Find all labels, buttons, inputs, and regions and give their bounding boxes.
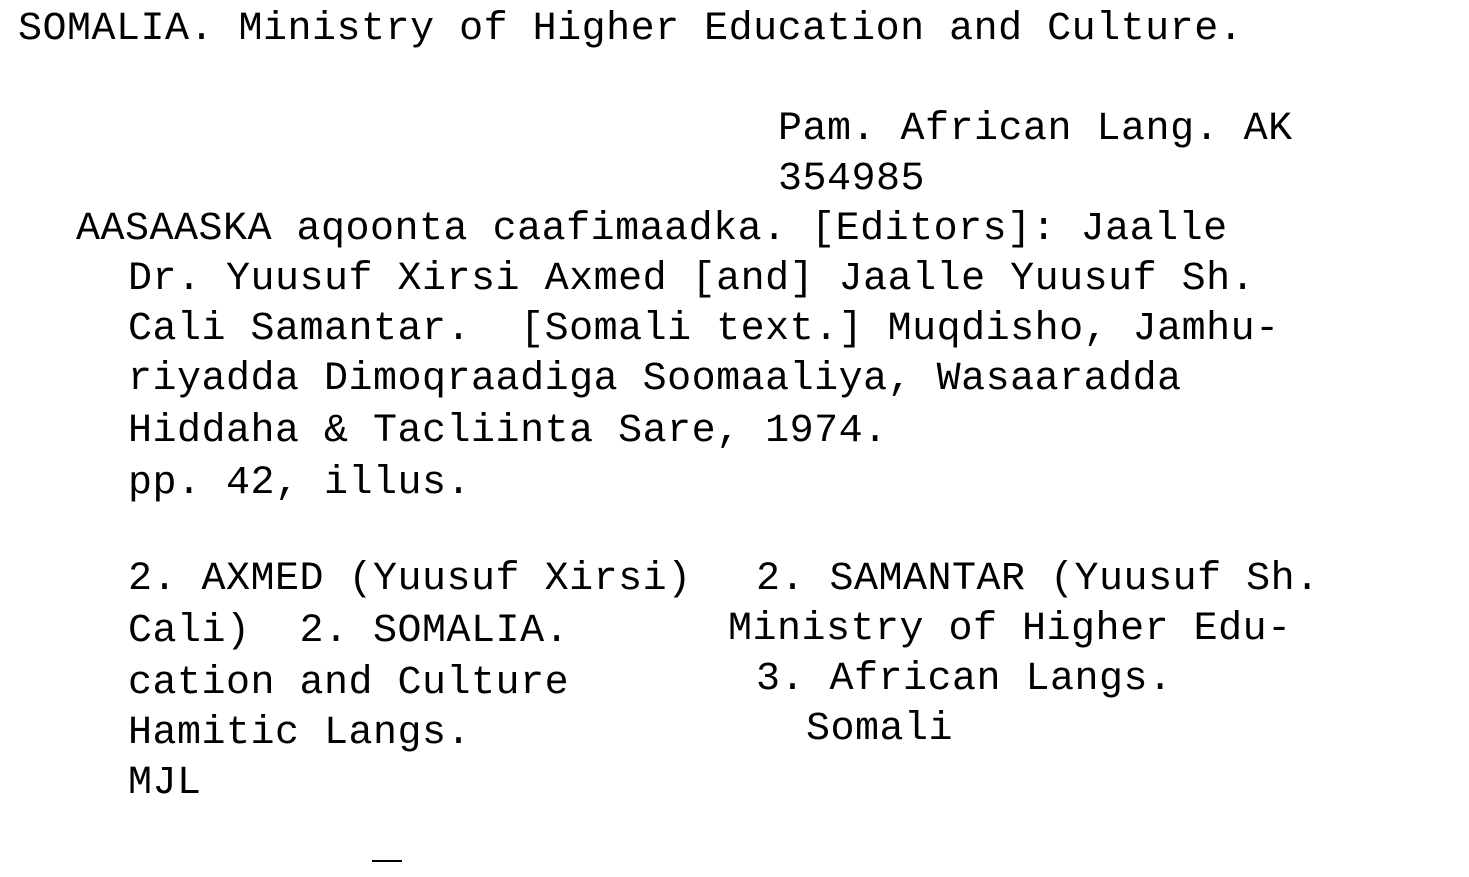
tracing-left-line-1: 2. AXMED (Yuusuf Xirsi) — [128, 557, 692, 602]
tracing-left-line-2: Cali) 2. SOMALIA. — [128, 609, 570, 654]
body-line-4: riyadda Dimoqraadiga Soomaaliya, Wasaaradda — [128, 357, 1182, 402]
call-number-line-2: 354985 — [778, 157, 926, 202]
tracing-left-line-4: Hamitic Langs. — [128, 711, 472, 756]
body-line-3: Cali Samantar. [Somali text.] Muqdisho, Jamhu- — [128, 307, 1280, 352]
call-number-line-1: Pam. African Lang. AK — [778, 107, 1293, 152]
card-heading: SOMALIA. Ministry of Higher Education and Culture. — [18, 7, 1244, 52]
tracing-left-line-3: cation and Culture — [128, 661, 570, 706]
collation-line: pp. 42, illus. — [128, 461, 472, 506]
cataloger-initials: MJL — [128, 761, 202, 806]
body-line-2: Dr. Yuusuf Xirsi Axmed [and] Jaalle Yuusuf Sh. — [128, 257, 1256, 302]
tracing-right-line-2: Ministry of Higher Edu- — [728, 607, 1292, 652]
tracing-right-line-3: 3. African Langs. — [756, 657, 1173, 702]
tracing-right-line-1: 2. SAMANTAR (Yuusuf Sh. — [756, 557, 1320, 602]
body-line-1: AASAASKA aqoonta caafimaadka. [Editors]: Jaalle — [76, 207, 1228, 252]
tracing-right-line-4: Somali — [806, 707, 954, 752]
body-line-5: Hiddaha & Tacliinta Sare, 1974. — [128, 409, 888, 454]
dash-mark — [372, 860, 402, 862]
